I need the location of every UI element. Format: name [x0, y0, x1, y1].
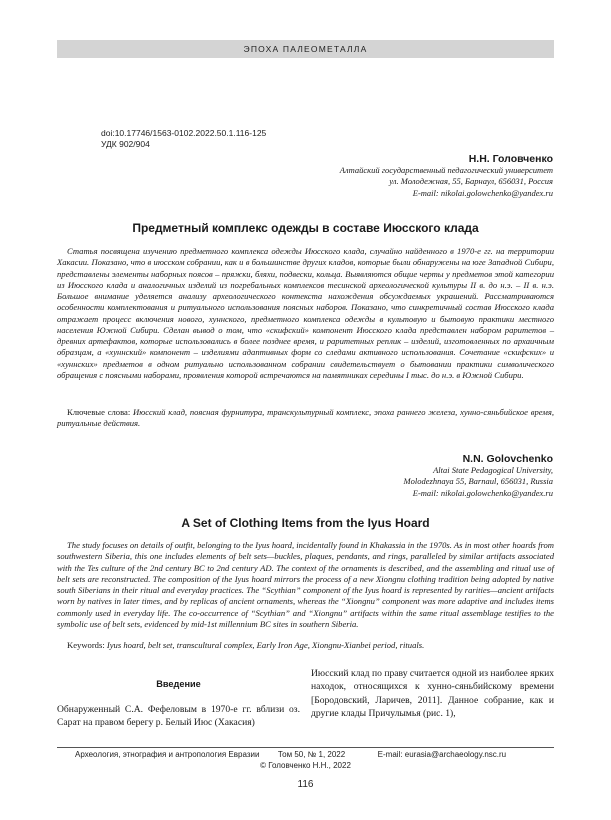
keywords-ru — [57, 407, 554, 430]
affiliation-en-line: Altai State Pedagogical University, — [433, 465, 553, 475]
abstract-ru: Статья посвящена изучению предметного комплекса одежды Июсского клада, случайно найденного в 1970-е гг. на территории Хакасии. Показано, что в июсском собрании, как и в большинстве других кладов, которые были обнаружены на юге Западной Сибири, представлены элементы наборных поясов – пряжки, бляхи, подвески, кольца. Выявляются общие черты у предметов этой категории из Июсского клада и аналогичных изделий из погребальных комплексов тесинской археологической культуры II в. до н.э. – II в. н.э. Большое внимание уделяется анализу археологического контекста нахождения обсуждаемых украшений. Рассматриваются особенности комплектования и ритуального использования поясных наборов. Показано, что синкретичный состав Июсского клада отражает процесс включения нового, хуннского, предметного комплекса одежды в культовую и бытовую практики местного населения Южной Сибири. Сделан вывод о том, что «скифский» компонент Июсского клада представлен набором раритетов – древних артефактов, которые использовались в более позднее время, и раритетных реплик – изделий, изготовленных по архаичным образцам, а «хуннский» компонент – изделиями адаптивных форм со следами активного использования. Сочетание «скифских» и «хуннских» предметов в одном ритуально использованном собрании свидетельствует о бытовании практики символического обращения с поясными наборами, проявления которой встречаются на памятниках середины I тыс. до н.э. в Южной Сибири. — [57, 246, 554, 380]
author-ru: Н.Н. Головченко — [468, 153, 553, 165]
keywords-en — [57, 640, 554, 651]
title-en: A Set of Clothing Items from the Iyus Hoard — [181, 516, 430, 530]
section-header-band — [57, 40, 554, 58]
footer-journal: Археология, этнография и антропология Евразии — [75, 750, 260, 759]
footer-email[interactable]: E-mail: eurasia@archaeology.nsc.ru — [377, 750, 507, 759]
keywords-ru-value: Июсский клад, поясная фурнитура, транскультурный комплекс, эпоха раннего железа, хунно-сяньбийское время, ритуальные действия. — [57, 407, 554, 429]
abstract-en: The study focuses on details of outfit, belonging to the Iyus hoard, incidentally found in Khakassia in the 1970s. As in most other hoards from southwestern Siberia, this one includes elements of belt sets—buckles, plaques, pendants, and rings, paralleled by similar artifacts associated with the Tes culture of the 2nd century BC to 2nd century AD. The context of the ornaments is described, and the assembling and ritual use of belt sets are reconstructed. The composition of the Iyus hoard mirrors the process of a new Xiongnu clothing tradition being adopted by native south Siberians in their ritual and everyday practices. The “Scythian” component of the Iyus hoard is represented by rarities—ancient artifacts worn by natives in later times, and by replicas of ancient ornaments, whereas the “Xiongnu” component was more adaptive and includes items commonly used in everyday life. The co-occurrence of “Scythian” and “Xiongnu” artifacts within the same ritual assemblage testifies to the symbolic use of belt sets, evidenced by mid-1st millennium BC sites in southern Siberia. — [57, 540, 554, 629]
body-right-column: Июсский клад по праву считается одной из наиболее ярких находок, относящихся к хунно-сяньбийскому времени [Бородовский, Ларичев, 2011]. Данное собрание, как и другие клады Причулымья (рис. 1), — [311, 668, 554, 720]
affiliation-ru-line: Алтайский государственный педагогический университет — [339, 165, 553, 175]
affiliation-en-line: Molodezhnaya 55, Barnaul, 656031, Russia — [403, 476, 553, 487]
affiliation-ru-line: ул. Молодежная, 55, Барнаул, 656031, Россия — [389, 176, 553, 187]
affiliation-ru — [340, 165, 553, 199]
section-heading-intro: Введение — [156, 679, 201, 689]
affiliation-en — [404, 465, 553, 499]
author-en: N.N. Golovchenko — [462, 453, 553, 465]
keywords-en-label: Keywords: — [67, 640, 105, 650]
keywords-ru-label: Ключевые слова: — [67, 407, 131, 417]
section-title: ЭПОХА ПАЛЕОМЕТАЛЛА — [243, 44, 368, 54]
footer-volume: Том 50, № 1, 2022 — [277, 750, 346, 759]
footer-divider — [57, 747, 554, 748]
footer-copyright: © Головченко Н.Н., 2022 — [260, 761, 351, 770]
body-left-column: Обнаруженный С.А. Фефеловым в 1970-е гг. вблизи оз. Сарат на правом берегу р. Белый Июс (Хакасия) — [57, 704, 300, 729]
affiliation-en-email[interactable]: E-mail: nikolai.golowchenko@yandex.ru — [412, 487, 553, 498]
page-number: 116 — [297, 779, 314, 790]
footer-journal-row — [75, 750, 506, 759]
title-ru: Предметный комплекс одежды в составе Июсского клада — [132, 221, 479, 235]
doi[interactable]: doi:10.17746/1563-0102.2022.50.1.116-125 — [101, 128, 267, 138]
affiliation-ru-email[interactable]: E-mail: nikolai.golowchenko@yandex.ru — [412, 187, 553, 198]
udc: УДК 902/904 — [101, 139, 150, 149]
keywords-en-value: Iyus hoard, belt set, transcultural complex, Early Iron Age, Xiongnu-Xianbei period, rituals. — [106, 640, 425, 650]
